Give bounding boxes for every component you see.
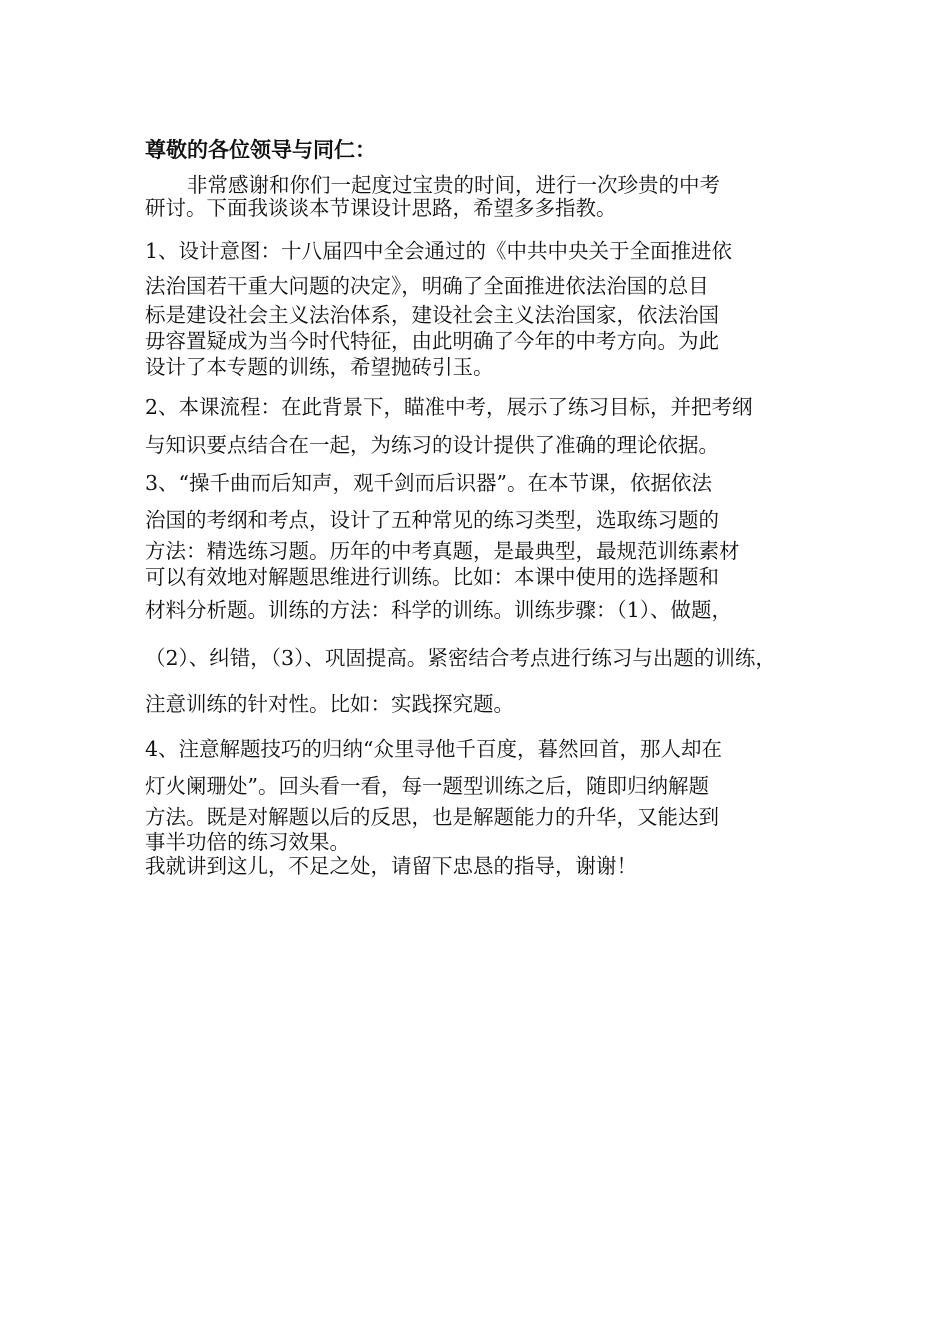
section-4-line: 事半功倍的练习效果。 bbox=[145, 830, 350, 854]
intro-line: 非常感谢和你们一起度过宝贵的时间，进行一次珍贵的中考 bbox=[187, 173, 720, 197]
document-body bbox=[145, 136, 817, 878]
section-1-line: 毋容置疑成为当今时代特征，由此明确了今年的中考方向。为此 bbox=[145, 329, 719, 353]
section-4-line: 4、注意解题技巧的归纳“众里寻他千百度，暮然回首，那人却在 bbox=[145, 737, 723, 761]
section-3-line: （2）、纠错，（3）、巩固提高。紧密结合考点进行练习与出题的训练， bbox=[145, 646, 776, 670]
section-3-line: 可以有效地对解题思维进行训练。比如：本课中使用的选择题和 bbox=[145, 565, 719, 589]
section-1-line: 设计了本专题的训练，希望抛砖引玉。 bbox=[145, 355, 494, 379]
intro-paragraph bbox=[145, 174, 817, 220]
section-4-line: 灯火阑珊处”。回头看一看，每一题型训练之后，随即归纳解题 bbox=[145, 774, 709, 798]
section-1-line: 法治国若干重大问题的决定》，明确了全面推进依法治国的总目 bbox=[145, 274, 709, 298]
section-3-line: 3、“操千曲而后知声，观千剑而后识器”。在本节课，依据依法 bbox=[145, 471, 713, 495]
section-2-line: 与知识要点结合在一起，为练习的设计提供了准确的理论依据。 bbox=[145, 433, 719, 457]
section-3-paragraph bbox=[145, 464, 817, 722]
section-1-line: 标是建设社会主义法治体系，建设社会主义法治国家，依法治国 bbox=[145, 303, 719, 327]
greeting-heading: 尊敬的各位领导与同仁： bbox=[145, 138, 376, 162]
closing-paragraph bbox=[145, 854, 817, 878]
section-2-line: 2、本课流程：在此背景下，瞄准中考，展示了练习目标，并把考纲 bbox=[145, 395, 753, 419]
section-1-paragraph bbox=[145, 232, 817, 380]
section-4-paragraph bbox=[145, 730, 817, 854]
section-4-line: 方法。既是对解题以后的反思，也是解题能力的升华，又能达到 bbox=[145, 805, 719, 829]
section-3-line: 材料分析题。训练的方法：科学的训练。训练步骤：（1）、做题， bbox=[145, 598, 733, 622]
section-2-paragraph bbox=[145, 388, 817, 464]
intro-line: 研讨。下面我谈谈本节课设计思路，希望多多指教。 bbox=[145, 196, 617, 220]
closing-line: 我就讲到这儿，不足之处，请留下忠恳的指导，谢谢！ bbox=[145, 854, 637, 878]
section-3-line: 方法：精选练习题。历年的中考真题，是最典型，最规范训练素材 bbox=[145, 539, 740, 563]
section-3-line: 治国的考纲和考点，设计了五种常见的练习类型，选取练习题的 bbox=[145, 508, 719, 532]
section-3-line: 注意训练的针对性。比如：实践探究题。 bbox=[145, 692, 514, 716]
section-1-line: 1、设计意图：十八届四中全会通过的《中共中央关于全面推进依 bbox=[145, 239, 733, 263]
